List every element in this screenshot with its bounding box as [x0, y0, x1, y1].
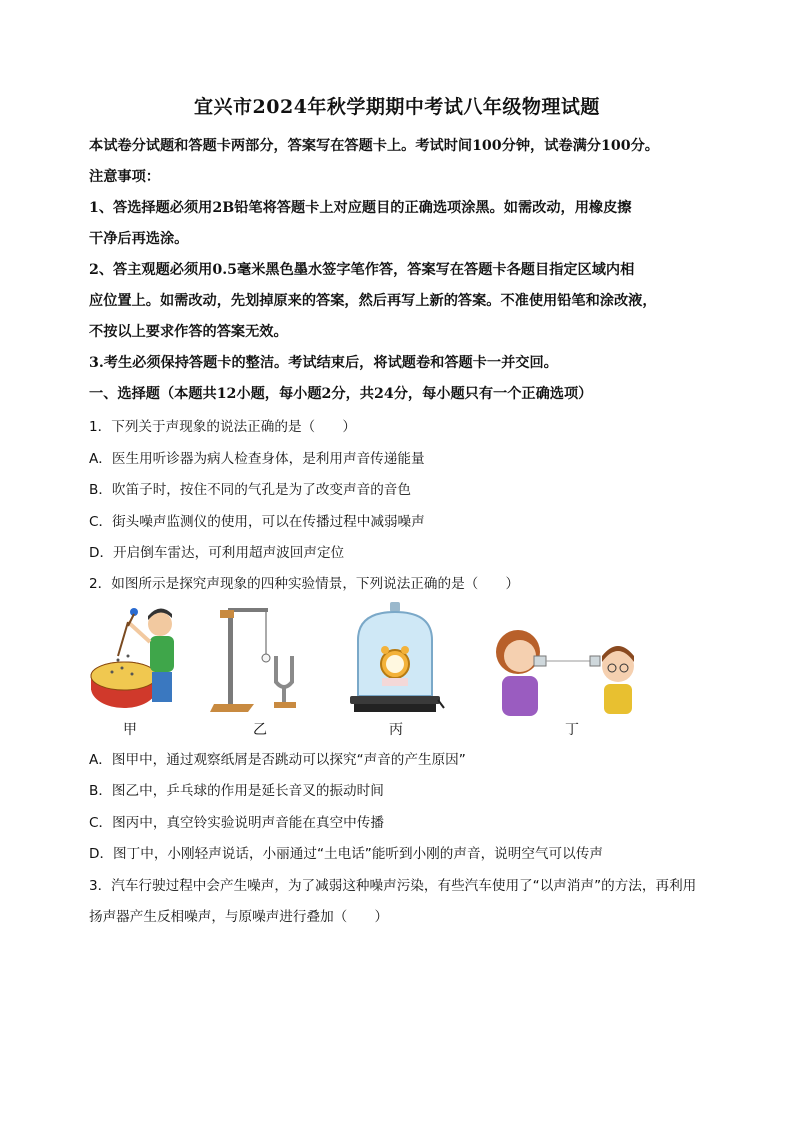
q2-option-a: A．图甲中，通过观察纸屑是否跳动可以探究“声音的产生原因” — [89, 752, 466, 768]
caption-yi: 乙 — [253, 722, 267, 738]
notice-line: 应位置上。如需改动，先划掉原来的答案，然后再写上新的答案。不准使用铅笔和涂改液， — [89, 293, 657, 309]
q2-option-d: D．图丁中，小刚轻声说话，小丽通过“土电话”能听到小刚的声音，说明空气可以传声 — [89, 846, 603, 862]
notice-line: 不按以上要求作答的答案无效。 — [89, 324, 288, 340]
notice-heading: 注意事项： — [89, 169, 160, 185]
notice-line: 干净后再选涂。 — [89, 231, 189, 247]
q1-option-b: B．吹笛子时，按住不同的气孔是为了改变声音的音色 — [89, 482, 411, 498]
q1-option-c: C．街头噪声监测仪的使用，可以在传播过程中减弱噪声 — [89, 514, 425, 530]
figure-bell-jar — [346, 600, 446, 716]
question-2-stem: 2．如图所示是探究声现象的四种实验情景，下列说法正确的是（ ） — [89, 576, 520, 592]
q2-option-c: C．图丙中，真空铃实验说明声音能在真空中传播 — [89, 815, 384, 831]
figure-tuning-fork — [208, 600, 308, 716]
notice-line: 1、答选择题必须用2B铅笔将答题卡上对应题目的正确选项涂黑。如需改动，用橡皮擦 — [89, 200, 632, 216]
notice-line: 2、答主观题必须用0.5毫米黑色墨水签字笔作答，答案写在答题卡各题目指定区域内相 — [89, 262, 635, 278]
q1-option-a: A．医生用听诊器为病人检查身体，是利用声音传递能量 — [89, 451, 425, 467]
q1-option-d: D．开启倒车雷达，可利用超声波回声定位 — [89, 545, 345, 561]
caption-jia: 甲 — [123, 722, 137, 738]
q2-option-b: B．图乙中，乒乓球的作用是延长音叉的振动时间 — [89, 783, 384, 799]
notice-line: 3.考生必须保持答题卡的整洁。考试结束后，将试题卷和答题卡一并交回。 — [89, 355, 558, 371]
figure-drum-boy — [88, 600, 188, 716]
section-heading: 一、选择题（本题共12小题，每小题2分，共24分，每小题只有一个正确选项） — [89, 386, 593, 402]
question-3-stem: 3．汽车行驶过程中会产生噪声，为了减弱这种噪声污染，有些汽车使用了“以声消声”的方法，再利用 — [89, 878, 697, 894]
question-1-stem: 1．下列关于声现象的说法正确的是（ ） — [89, 419, 356, 435]
caption-ding: 丁 — [565, 722, 579, 738]
caption-bing: 丙 — [389, 722, 403, 738]
page-title: 宜兴市2024年秋学期期中考试八年级物理试题 — [194, 96, 600, 118]
figure-tin-can-phone — [486, 616, 646, 720]
intro-text: 本试卷分试题和答题卡两部分，答案写在答题卡上。考试时间100分钟，试卷满分100分。 — [89, 138, 659, 154]
question-3-stem-cont: 扬声器产生反相噪声，与原噪声进行叠加（ ） — [89, 909, 389, 925]
